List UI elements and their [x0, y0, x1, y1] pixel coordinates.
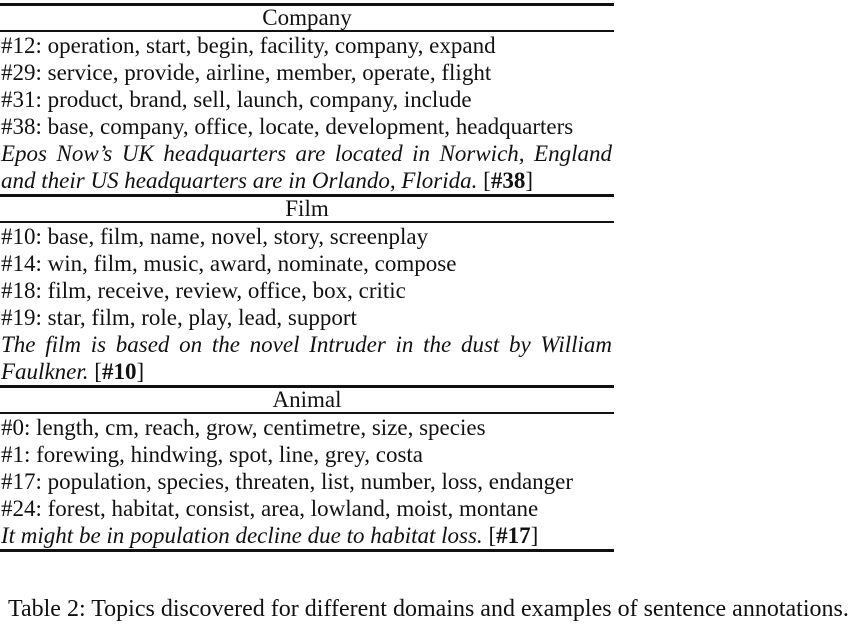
topic-reference-id: #10 [101, 359, 137, 384]
example-text: Epos Now’s UK headquarters are located in Norwich, England and their US headquarters are in Orlando, Florida. [1, 141, 612, 193]
section-title-film: Film [285, 196, 329, 221]
table-bottom-rule [0, 549, 614, 552]
table-caption: Table 2: Topics discovered for different domains and examples of sentence annotations. [8, 596, 849, 622]
example-text: It might be in population decline due to habitat loss. [1, 523, 483, 548]
topic-row: #0: length, cm, reach, grow, centimetre, size, species [1, 415, 486, 440]
topic-row: #18: film, receive, review, office, box, critic [1, 278, 406, 303]
topic-row: #14: win, film, music, award, nominate, compose [1, 251, 457, 276]
section-title-animal: Animal [272, 387, 342, 412]
topic-row: #12: operation, start, begin, facility, company, expand [1, 33, 496, 58]
example-text: The film is based on the novel Intruder in the dust by William Faulkner. [1, 332, 612, 384]
topic-reference: [#38] [483, 168, 533, 193]
example-sentence-animal [0, 522, 614, 549]
example-sentence-company [0, 140, 614, 194]
topic-row: #24: forest, habitat, consist, area, lowland, moist, montane [1, 496, 539, 521]
topic-row: #19: star, film, role, play, lead, support [1, 305, 357, 330]
topic-row: #29: service, provide, airline, member, operate, flight [1, 60, 492, 85]
topic-row: #31: product, brand, sell, launch, company, include [1, 87, 472, 112]
topic-reference: [#17] [488, 523, 539, 548]
example-sentence-film [0, 331, 614, 385]
topic-reference: [#10] [94, 359, 145, 384]
topic-reference-id: #38 [490, 168, 526, 193]
topic-row: #17: population, species, threaten, list, number, loss, endanger [1, 469, 574, 494]
topic-row: #1: forewing, hindwing, spot, line, grey, costa [1, 442, 424, 467]
topic-row: #38: base, company, office, locate, development, headquarters [1, 114, 574, 139]
topics-table [0, 3, 614, 552]
section-title-company: Company [262, 5, 352, 30]
topic-reference-id: #17 [496, 523, 531, 548]
topic-row: #10: base, film, name, novel, story, screenplay [1, 224, 429, 249]
